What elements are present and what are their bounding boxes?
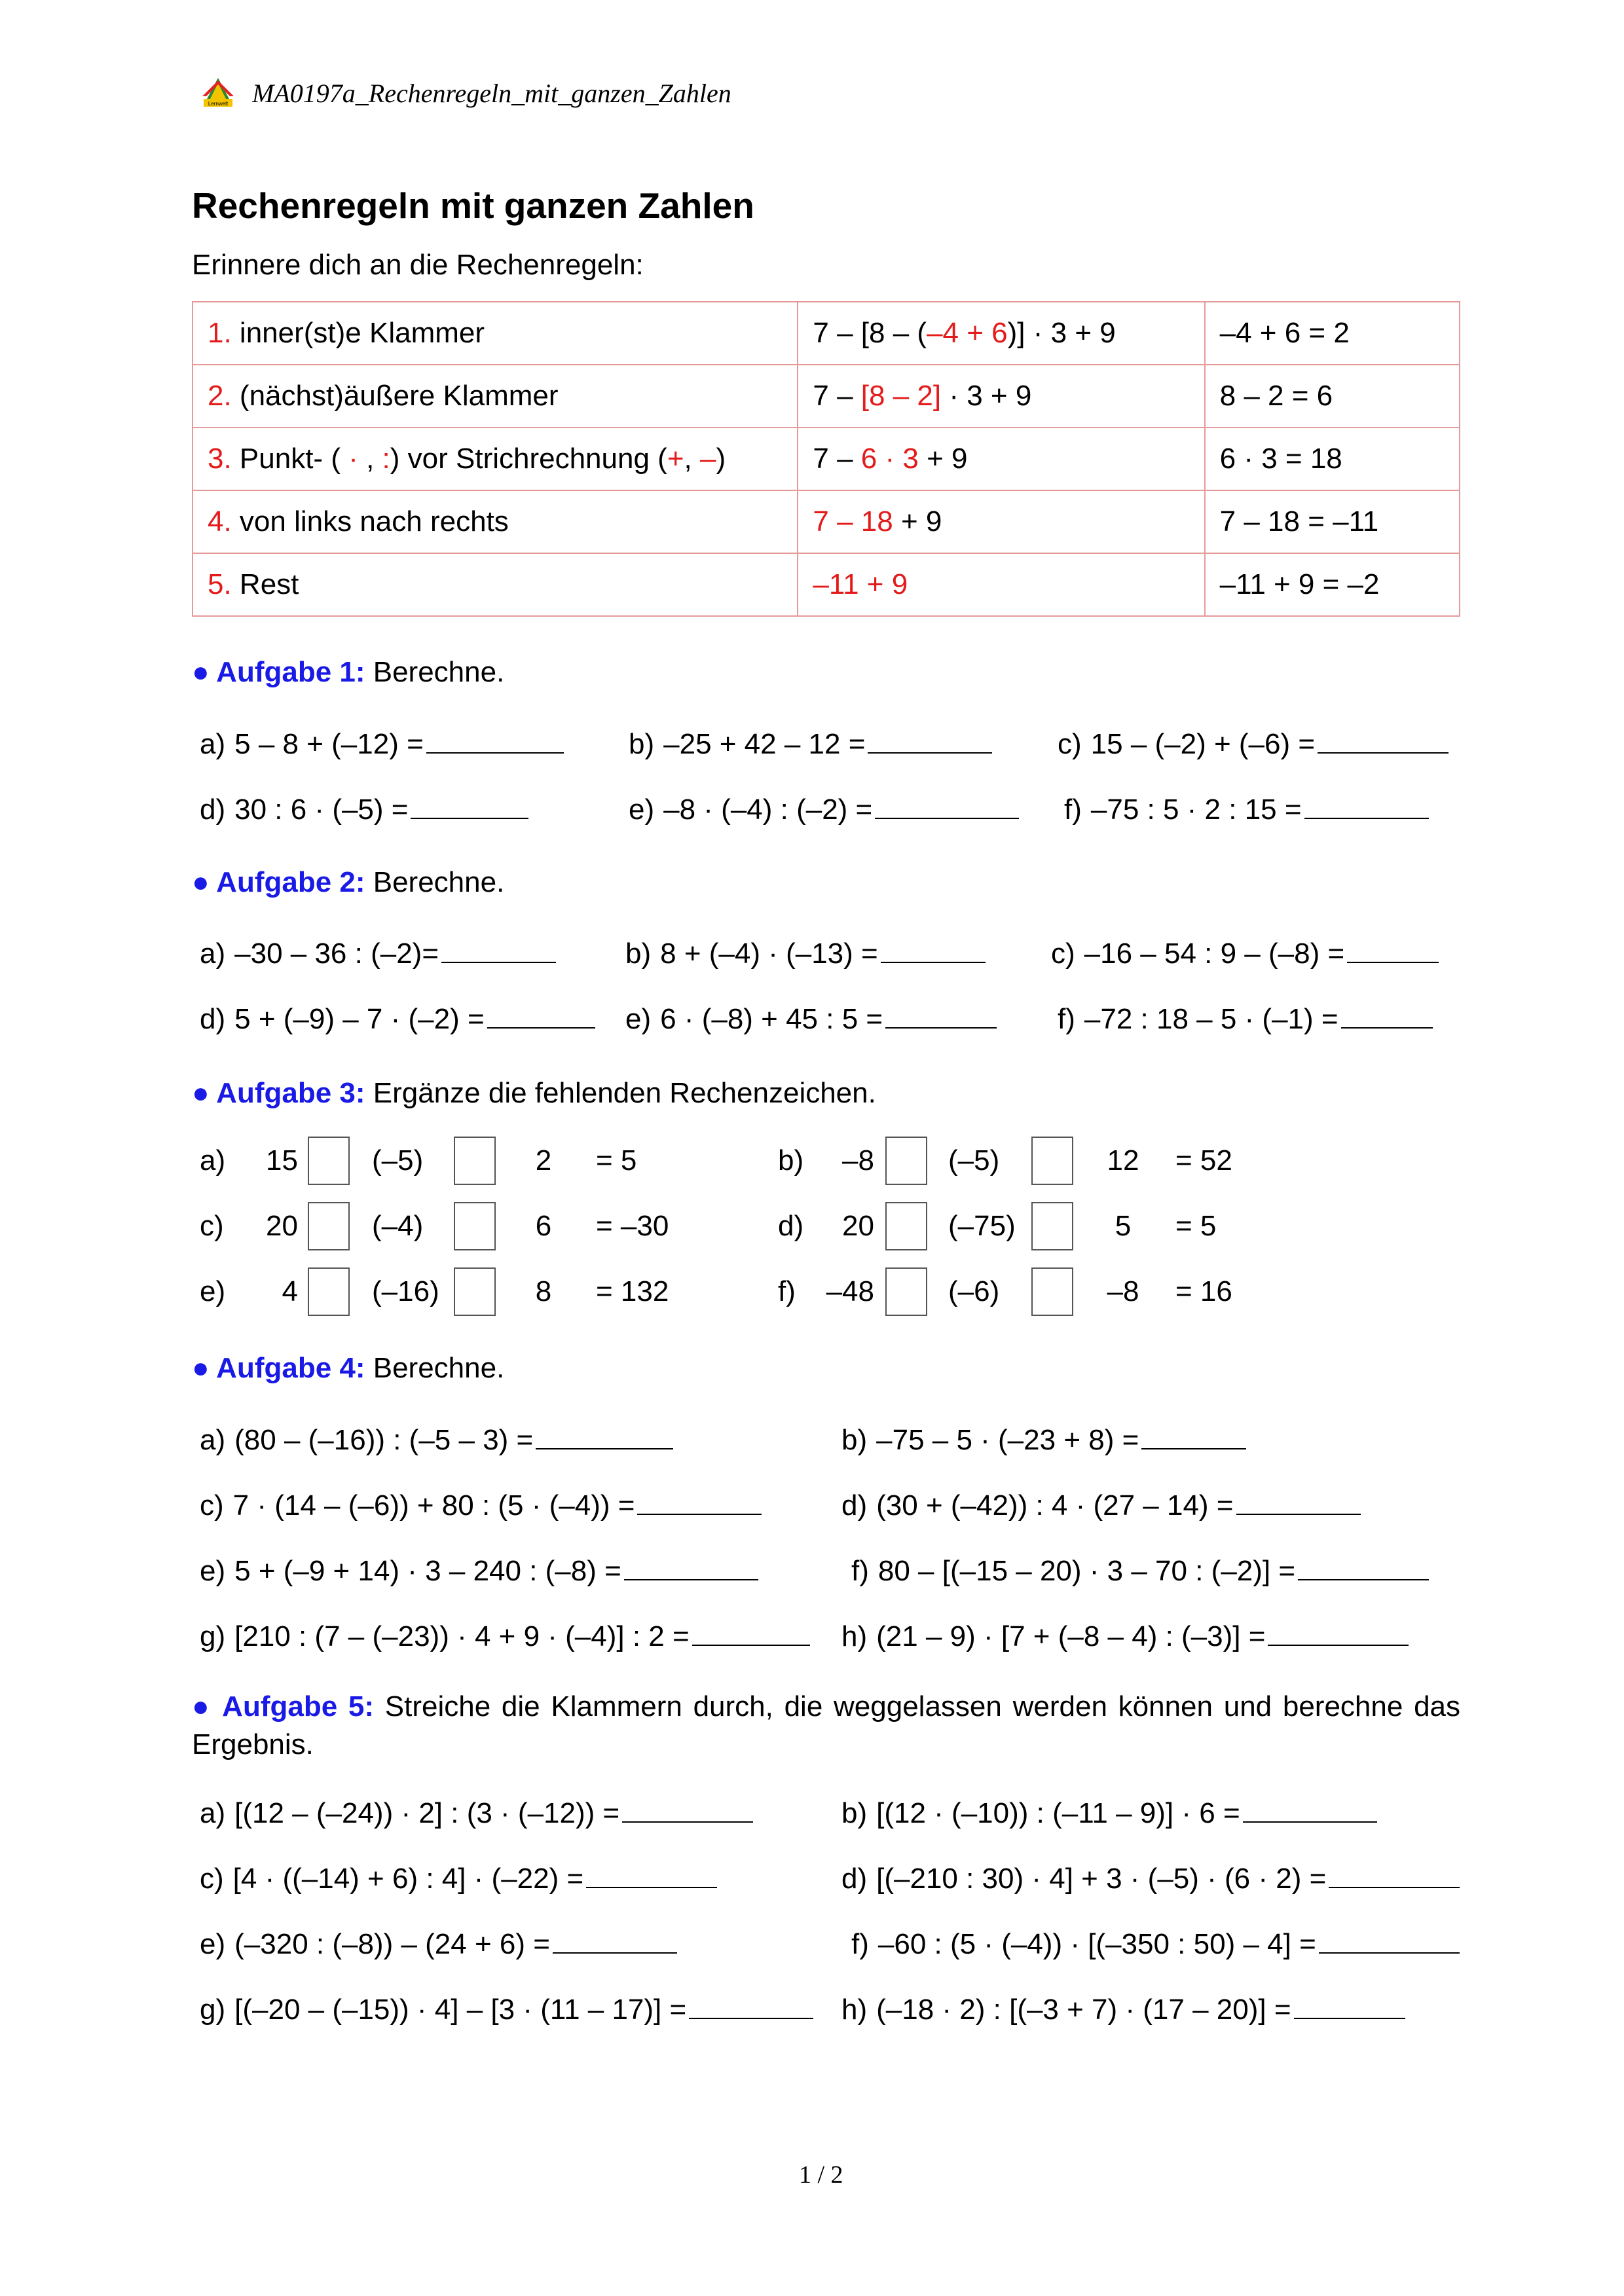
rule-result-cell: 6 · 3 = 18 [1205,428,1460,490]
exercise-item [841,1994,1405,2026]
exercise-expression: 7 · (14 – (–6)) + 80 : (5 · (–4)) = [232,1489,635,1522]
exercise-label: g) [200,1620,226,1652]
exercise-item [200,1928,677,1961]
exercise-expression: (–320 : (–8)) – (24 + 6) = [234,1928,550,1960]
exercise-label: c) [200,1863,224,1895]
term-number: 20 [842,1210,874,1242]
rule-label-part: ) [716,443,726,475]
rule-expression-part: –11 + 9 [813,568,908,600]
exercise-item [1064,793,1429,826]
rule-label-part: , [366,443,382,475]
answer-blank[interactable] [536,1425,673,1449]
result-value: = 5 [1175,1210,1217,1242]
operator-box[interactable] [885,1202,927,1250]
rule-expression-part: 6 · 3 [860,443,919,475]
answer-blank[interactable] [1319,1929,1460,1954]
operator-box[interactable] [1031,1137,1073,1185]
answer-blank[interactable] [624,1556,758,1580]
rule-expression-part: · 3 + 9 [941,380,1032,412]
exercise-item [200,1994,813,2026]
result-value: = 132 [596,1275,669,1307]
exercise-label: b) [841,1797,868,1829]
rule-number: 3. [208,443,240,475]
answer-blank[interactable] [868,729,992,754]
rule-number: 2. [208,380,240,412]
svg-text:Lernwelt: Lernwelt [208,101,229,107]
answer-blank[interactable] [426,729,564,754]
exercise-item [841,1863,1460,1895]
rule-label-part: Punkt- ( [239,443,341,475]
exercise-item [200,1555,758,1588]
exercise-item [625,938,986,970]
aufgabe1-heading: ● Aufgabe 1: Berechne. [192,656,505,688]
intro-text: Erinnere dich an die Rechenregeln: [192,249,644,281]
rule-row [193,365,1460,428]
exercise-item [200,1424,673,1457]
exercise-label: c) [200,1489,224,1522]
term-number: 8 [535,1275,552,1307]
exercise-item [200,938,556,970]
operator-box[interactable] [308,1137,350,1185]
rule-result-cell: 7 – 18 = –11 [1205,490,1460,553]
rule-row [193,553,1460,616]
exercise-expression: [(–210 : 30) · 4] + 3 · (–5) · (6 · 2) = [876,1863,1327,1895]
answer-blank[interactable] [1141,1425,1246,1449]
aufgabe5-heading: ● Aufgabe 5: Streiche die Klammern durch, die weggelassen werden können und berechne das Ergebnis. [192,1690,1461,1760]
rule-result-cell: –4 + 6 = 2 [1205,302,1460,365]
exercise-label: h) [841,1620,868,1652]
rule-label-part: inner(st)e Klammer [239,317,485,349]
exercise-label: a) [200,1144,226,1176]
exercise-item [1058,728,1449,761]
result-value: = 52 [1175,1144,1232,1176]
term-number: (–6) [948,1275,1000,1307]
exercise-item [851,1928,1460,1961]
exercise-label: e) [629,793,655,826]
term-number: (–4) [372,1210,424,1242]
operator-box[interactable] [454,1137,496,1185]
exercise-label: b) [841,1424,868,1456]
answer-blank[interactable] [1268,1621,1409,1646]
answer-blank[interactable] [1341,1004,1433,1029]
answer-blank[interactable] [637,1490,762,1515]
exercise-label: d) [841,1863,868,1895]
rule-label-part: (nächst)äußere Klammer [239,380,559,412]
exercise-expression: (21 – 9) · [7 + (–8 – 4) : (–3)] = [876,1620,1266,1652]
logo-icon [198,77,238,109]
rule-expression-part: –4 + 6 [927,317,1008,349]
rule-result-cell: 8 – 2 = 6 [1205,365,1460,428]
rule-expression-cell [798,553,1204,616]
exercise-item [200,1489,762,1522]
rule-label-cell [193,365,798,428]
answer-blank[interactable] [1236,1490,1361,1515]
rule-expression-part: 7 – [813,443,861,475]
rule-label-part: : [382,443,390,475]
exercise-expression: 80 – [(–15 – 20) · 3 – 70 : (–2)] = [877,1555,1296,1587]
exercise-label: b) [629,728,655,760]
operator-box[interactable] [885,1267,927,1316]
operator-box[interactable] [1031,1202,1073,1250]
rule-expression-cell [798,365,1204,428]
answer-blank[interactable] [875,794,1019,819]
exercise-item [200,1797,753,1830]
exercise-item [200,728,564,761]
answer-blank[interactable] [692,1621,810,1646]
answer-blank[interactable] [1294,1994,1405,2019]
exercise-label: f) [851,1928,869,1960]
exercise-item [200,1003,595,1036]
term-number: 12 [1107,1144,1139,1176]
rule-label-part: von links nach rechts [239,505,509,538]
exercise-expression: –72 : 18 – 5 · (–1) = [1084,1003,1338,1035]
rule-expression-part: 7 – [8 – ( [813,317,927,349]
exercise-item [200,1863,717,1895]
exercise-label: e) [625,1003,652,1035]
answer-blank[interactable] [441,938,556,963]
exercise-label: d) [778,1210,804,1242]
exercise-label: f) [851,1555,869,1587]
exercise-item [851,1555,1429,1588]
exercise-expression: (–18 · 2) : [(–3 + 7) · (17 – 20)] = [876,1994,1291,2026]
rule-expression-part: + 9 [893,505,942,538]
page-title: Rechenregeln mit ganzen Zahlen [192,185,754,226]
exercise-label: d) [200,793,226,826]
exercise-label: c) [1058,728,1082,760]
term-number: –8 [1107,1275,1139,1307]
rule-label-part: , [684,443,700,475]
term-number: 6 [535,1210,552,1242]
term-number: 20 [266,1210,298,1242]
exercise-expression: 8 + (–4) · (–13) = [660,938,878,970]
exercise-item [1051,938,1439,970]
answer-blank[interactable] [1318,729,1449,754]
answer-blank[interactable] [885,1004,997,1029]
term-number: 5 [1115,1210,1132,1242]
exercise-expression: [(12 · (–10)) : (–11 – 9)] · 6 = [876,1797,1240,1829]
exercise-label: f) [1064,793,1082,826]
rule-expression-part: )] · 3 + 9 [1007,317,1116,349]
exercise-expression: 5 – 8 + (–12) = [234,728,424,760]
term-number: (–5) [948,1144,1000,1176]
exercise-item [841,1620,1409,1653]
answer-blank[interactable] [553,1929,677,1954]
exercise-label: e) [200,1275,226,1307]
exercise-expression: 5 + (–9) – 7 · (–2) = [234,1003,485,1035]
exercise-expression: –60 : (5 · (–4)) · [(–350 : 50) – 4] = [877,1928,1316,1960]
exercise-expression: –30 – 36 : (–2)= [234,938,439,970]
rule-row [193,490,1460,553]
rule-label-part: Rest [239,568,299,600]
rules-table [192,301,1460,617]
exercise-expression: [(–20 – (–15)) · 4] – [3 · (11 – 17)] = [234,1994,687,2026]
exercise-item [841,1489,1361,1522]
answer-blank[interactable] [411,794,528,819]
rule-number: 4. [208,505,240,538]
aufgabe4-heading: ● Aufgabe 4: Berechne. [192,1352,505,1384]
exercise-label: c) [1051,938,1075,970]
exercise-expression: 5 + (–9 + 14) · 3 – 240 : (–8) = [234,1555,621,1587]
page-number: 1 / 2 [799,2161,843,2189]
rule-expression-part: + 9 [918,443,968,475]
exercise-expression: –25 + 42 – 12 = [663,728,866,760]
rule-label-part: ) vor Strichrechnung ( [390,443,667,475]
term-number: –48 [826,1275,874,1307]
exercise-expression: (30 + (–42)) : 4 · (27 – 14) = [876,1489,1234,1522]
exercise-label: e) [200,1555,226,1587]
answer-blank[interactable] [1347,938,1439,963]
exercise-label: f) [1058,1003,1075,1035]
rule-label-cell [193,553,798,616]
exercise-expression: [210 : (7 – (–23)) · 4 + 9 · (–4)] : 2 = [234,1620,690,1652]
page-header [198,73,731,113]
aufgabe2-heading: ● Aufgabe 2: Berechne. [192,866,505,898]
rule-expression-cell [798,428,1204,490]
exercise-label: c) [200,1210,224,1242]
rule-expression-cell [798,302,1204,365]
exercise-label: g) [200,1994,226,2026]
exercise-item [1058,1003,1433,1036]
rule-row [193,428,1460,490]
exercise-label: b) [625,938,652,970]
answer-blank[interactable] [586,1863,717,1888]
term-number: 15 [266,1144,298,1176]
answer-blank[interactable] [689,1994,813,2019]
operator-box[interactable] [454,1267,496,1316]
answer-blank[interactable] [1298,1556,1429,1580]
exercise-label: d) [200,1003,226,1035]
rule-number: 5. [208,568,240,600]
exercise-item [629,728,992,761]
answer-blank[interactable] [622,1798,753,1823]
exercise-item [625,1003,997,1036]
exercise-label: a) [200,1424,226,1456]
result-value: = 16 [1175,1275,1232,1307]
document-filename: MA0197a_Rechenregeln_mit_ganzen_Zahlen [252,78,731,108]
result-value: = –30 [596,1210,669,1242]
term-number: (–5) [372,1144,424,1176]
exercise-label: f) [778,1275,796,1307]
operator-box[interactable] [1031,1267,1073,1316]
answer-blank[interactable] [1304,794,1429,819]
term-number: –8 [842,1144,874,1176]
answer-blank[interactable] [1329,1863,1460,1888]
term-number: 4 [282,1275,298,1307]
rule-label-part: · [340,443,367,475]
rule-expression-cell [798,490,1204,553]
exercise-item [629,793,1019,826]
rule-label-part: + [667,443,684,475]
rule-label-cell [193,490,798,553]
rule-label-cell [193,302,798,365]
rule-label-part: – [699,443,716,475]
term-number: (–16) [372,1275,439,1307]
exercise-label: b) [778,1144,804,1176]
rule-expression-part: 7 – [813,380,861,412]
rule-result-cell: –11 + 9 = –2 [1205,553,1460,616]
exercise-item [200,793,528,826]
exercise-expression: –75 – 5 · (–23 + 8) = [876,1424,1139,1456]
exercise-expression: –16 – 54 : 9 – (–8) = [1084,938,1345,970]
operator-box[interactable] [308,1267,350,1316]
exercise-expression: 6 · (–8) + 45 : 5 = [660,1003,883,1035]
exercise-expression: [4 · ((–14) + 6) : 4] · (–22) = [232,1863,584,1895]
term-number: 2 [535,1144,552,1176]
result-value: = 5 [596,1144,637,1176]
operator-box[interactable] [454,1202,496,1250]
exercise-label: d) [841,1489,868,1522]
aufgabe3-heading: ● Aufgabe 3: Ergänze die fehlenden Rechenzeichen. [192,1077,876,1109]
exercise-label: e) [200,1928,226,1960]
rule-expression-part: [8 – 2] [860,380,942,412]
exercise-label: a) [200,1797,226,1829]
answer-blank[interactable] [487,1004,595,1029]
rule-number: 1. [208,317,240,349]
exercise-expression: –8 · (–4) : (–2) = [663,793,873,826]
exercise-expression: [(12 – (–24)) · 2] : (3 · (–12)) = [234,1797,620,1829]
rule-label-cell [193,428,798,490]
exercise-expression: 15 – (–2) + (–6) = [1090,728,1316,760]
answer-blank[interactable] [1243,1798,1377,1823]
operator-box[interactable] [885,1137,927,1185]
exercise-label: h) [841,1994,868,2026]
exercise-expression: –75 : 5 · 2 : 15 = [1090,793,1302,826]
exercise-label: a) [200,728,226,760]
answer-blank[interactable] [881,938,986,963]
exercise-item [200,1620,810,1653]
exercise-label: a) [200,938,226,970]
exercise-expression: 30 : 6 · (–5) = [234,793,409,826]
exercise-expression: (80 – (–16)) : (–5 – 3) = [234,1424,534,1456]
exercise-item [841,1424,1246,1457]
term-number: (–75) [948,1210,1016,1242]
rule-expression-part: 7 – 18 [813,505,893,538]
rule-row [193,302,1460,365]
exercise-item [841,1797,1377,1830]
operator-box[interactable] [308,1202,350,1250]
